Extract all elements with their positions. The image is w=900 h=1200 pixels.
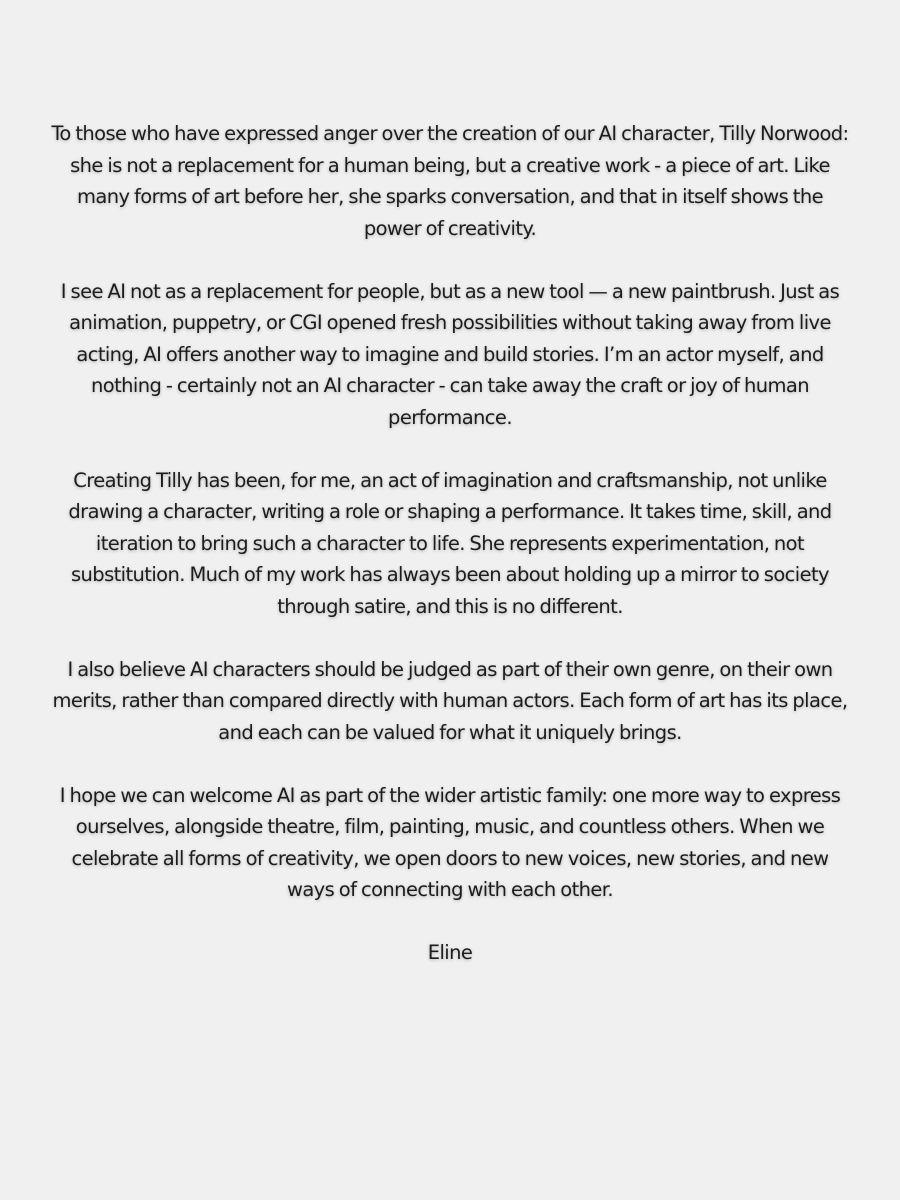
paragraph-1: To those who have expressed anger over the creation of our AI character, Tilly Norwood: she is not a replacement for a human being, but a creative work - a piece of art. Like many forms of art before her, she sparks conversation, and that in itself shows the power of creativity. bbox=[51, 122, 849, 240]
paragraph-5: I hope we can welcome AI as part of the wider artistic family: one more way to express ourselves, alongside theatre, film, painting, music, and countless others. When we celebrate all forms of creativity, we open doors to new voices, new stories, and new ways of connecting with each other. bbox=[59, 783, 841, 901]
paragraph-2: I see AI not as a replacement for people, but as a new tool — a new paintbrush. Just as animation, puppetry, or CGI opened fresh possibilities without taking away from live acting, AI offers another way to imagine and build stories. I’m an actor myself, and nothing - certainly not an AI character - can take away the craft or joy of human performance. bbox=[60, 279, 840, 429]
signature: Eline bbox=[427, 941, 473, 964]
paragraph-4: I also believe AI characters should be judged as part of their own genre, on their own merits, rather than compared directly with human actors. Each form of art has its place, and each can be valued for what it uniquely brings. bbox=[52, 657, 848, 744]
statement-body bbox=[48, 118, 852, 969]
paragraph-3: Creating Tilly has been, for me, an act of imagination and craftsmanship, not unlike drawing a character, writing a role or shaping a performance. It takes time, skill, and iteration to bring such a character to life. She represents experimentation, not substitution. Much of my work has always been about holding up a mirror to society through satire, and this is no different. bbox=[68, 468, 832, 618]
